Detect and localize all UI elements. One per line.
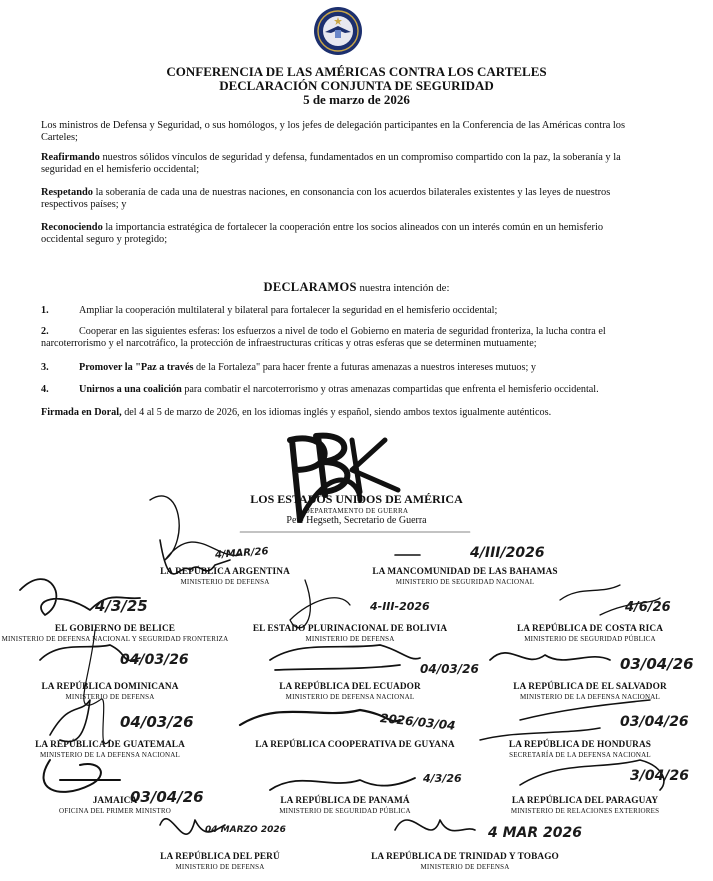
dominicana-signature-block: LA REPÚBLICA DOMINICANA MINISTERIO DE DEFENSA	[41, 682, 179, 701]
usa-country: LOS ESTADOS UNIDOS DE AMÉRICA	[250, 492, 463, 506]
peru-signature-block: LA REPÚBLICA DEL PERÚ MINISTERIO DE DEFENSA	[160, 852, 280, 871]
usa-signature-block	[0, 492, 713, 526]
argentina-date: 4/MAR/26	[214, 546, 269, 561]
declaration-heading: DECLARAMOS nuestra intención de:	[263, 280, 450, 294]
trinidad-date: 4 MAR 2026	[488, 825, 583, 841]
guyana-signature-block: LA REPÚBLICA COOPERATIVA DE GUYANA	[255, 740, 455, 750]
preamble-paragraph-4: Reconociendo la importancia estratégica de fortalecer la cooperación entre los socios alineados con un interés común en un hemisferio occidental seguro y protegido;	[41, 222, 604, 245]
usa-signer-name: Pete Hegseth, Secretario de Guerra	[286, 515, 427, 526]
peru-date: 04 MARZO 2026	[205, 825, 286, 835]
declaration-item-2: 2. Cooperar en las siguientes esferas: los esfuerzos a nivel de todo el Gobierno en materia de seguridad fronteriza, la lucha contra el narcoterrorismo y el narcotráfico, la protección de infraestructuras críticas y otras esferas que se determinen mutuamente;	[41, 326, 606, 349]
declaration-item-3: 3. Promover la "Paz a través de la Fortaleza" para hacer frente a futuras amenazas a nuestros intereses mutuos; y	[41, 362, 536, 373]
belize-date: 4/3/25	[95, 597, 148, 615]
honduras-signature-block: LA REPÚBLICA DE HONDURAS SECRETARÍA DE LA DEFENSA NACIONAL	[508, 740, 652, 759]
document-subtitle: DECLARACIÓN CONJUNTA DE SEGURIDAD	[219, 78, 494, 93]
preamble-paragraph-2: Reafirmando nuestros sólidos vínculos de seguridad y defensa, fundamentados en un compromiso compartido con la paz, la soberanía y la seguridad en el hemisferio occidental;	[41, 152, 621, 175]
usa-department: DEPARTAMENTO DE GUERRA	[304, 507, 409, 515]
guatemala-signature-block: LA REPÚBLICA DE GUATEMALA MINISTERIO DE LA DEFENSA NACIONAL	[35, 740, 185, 759]
panama-date: 4/3/26	[423, 772, 462, 785]
preamble-paragraph-3: Respetando la soberanía de cada una de nuestras naciones, en consonancia con los acuerdos bilaterales existentes y las leyes de nuestros respectivos países; y	[41, 187, 611, 210]
signing-statement: Firmada en Doral, del 4 al 5 de marzo de 2026, en los idiomas inglés y español, siendo ambos textos igualmente auténticos.	[41, 407, 552, 418]
declaration-item-4: 4. Unirnos a una coalición para combatir el narcoterrorismo y otras amenazas compartidas que enfrenta el hemisferio occidental.	[41, 384, 599, 395]
trinidad-signature-block: LA REPÚBLICA DE TRINIDAD Y TOBAGO MINISTERIO DE DEFENSA	[371, 852, 559, 871]
el-salvador-date: 03/04/26	[620, 655, 694, 673]
bolivia-date: 4-III-2026	[370, 600, 430, 613]
declaration-item-1: 1. Ampliar la cooperación multilateral y bilateral para fortalecer la seguridad en el hemisferio occidental;	[41, 305, 498, 316]
guatemala-date: 04/03/26	[120, 713, 194, 731]
bahamas-date: 4/III/2026	[470, 545, 545, 561]
ecuador-signature-block: LA REPÚBLICA DEL ECUADOR MINISTERIO DE DEFENSA NACIONAL	[279, 682, 421, 701]
bahamas-signature-block: LA MANCOMUNIDAD DE LAS BAHAMAS MINISTERIO DE SEGURIDAD NACIONAL	[372, 567, 558, 586]
bolivia-signature-block: EL ESTADO PLURINACIONAL DE BOLIVIA MINISTERIO DE DEFENSA	[252, 624, 448, 643]
guyana-date: 2026/03/04	[379, 711, 457, 733]
costa-rica-signature-block: LA REPÚBLICA DE COSTA RICA MINISTERIO DE SEGURIDAD PÚBLICA	[516, 624, 664, 643]
ecuador-date: 04/03/26	[420, 662, 479, 676]
preamble-paragraph-1: Los ministros de Defensa y Seguridad, o sus homólogos, y los jefes de delegación participantes en la Conferencia de las Américas contra los Carteles;	[41, 120, 626, 143]
costa-rica-date: 4/6/26	[625, 600, 671, 615]
jamaica-signature-block: JAMAICA OFICINA DEL PRIMER MINISTRO	[59, 796, 171, 815]
paraguay-signature-block: LA REPÚBLICA DEL PARAGUAY MINISTERIO DE RELACIONES EXTERIORES	[510, 796, 660, 815]
dominicana-date: 04/03/26	[120, 652, 189, 668]
honduras-date: 03/04/26	[620, 714, 689, 730]
argentina-signature-block: LA REPÚBLICA ARGENTINA MINISTERIO DE DEFENSA	[160, 567, 290, 586]
belize-signature-block: EL GOBIERNO DE BELICE MINISTERIO DE DEFENSA NACIONAL Y SEGURIDAD FRONTERIZA	[1, 624, 229, 643]
document-date: 5 de marzo de 2026	[303, 92, 410, 107]
jamaica-date: 03/04/26	[130, 788, 204, 806]
paraguay-date: 3/04/26	[630, 768, 689, 784]
panama-signature-block: LA REPÚBLICA DE PANAMÁ MINISTERIO DE SEGURIDAD PÚBLICA	[279, 796, 411, 815]
el-salvador-signature-block: LA REPÚBLICA DE EL SALVADOR MINISTERIO DE LA DEFENSA NACIONAL	[513, 682, 667, 701]
document-title: CONFERENCIA DE LAS AMÉRICAS CONTRA LOS CARTELES	[166, 64, 547, 79]
